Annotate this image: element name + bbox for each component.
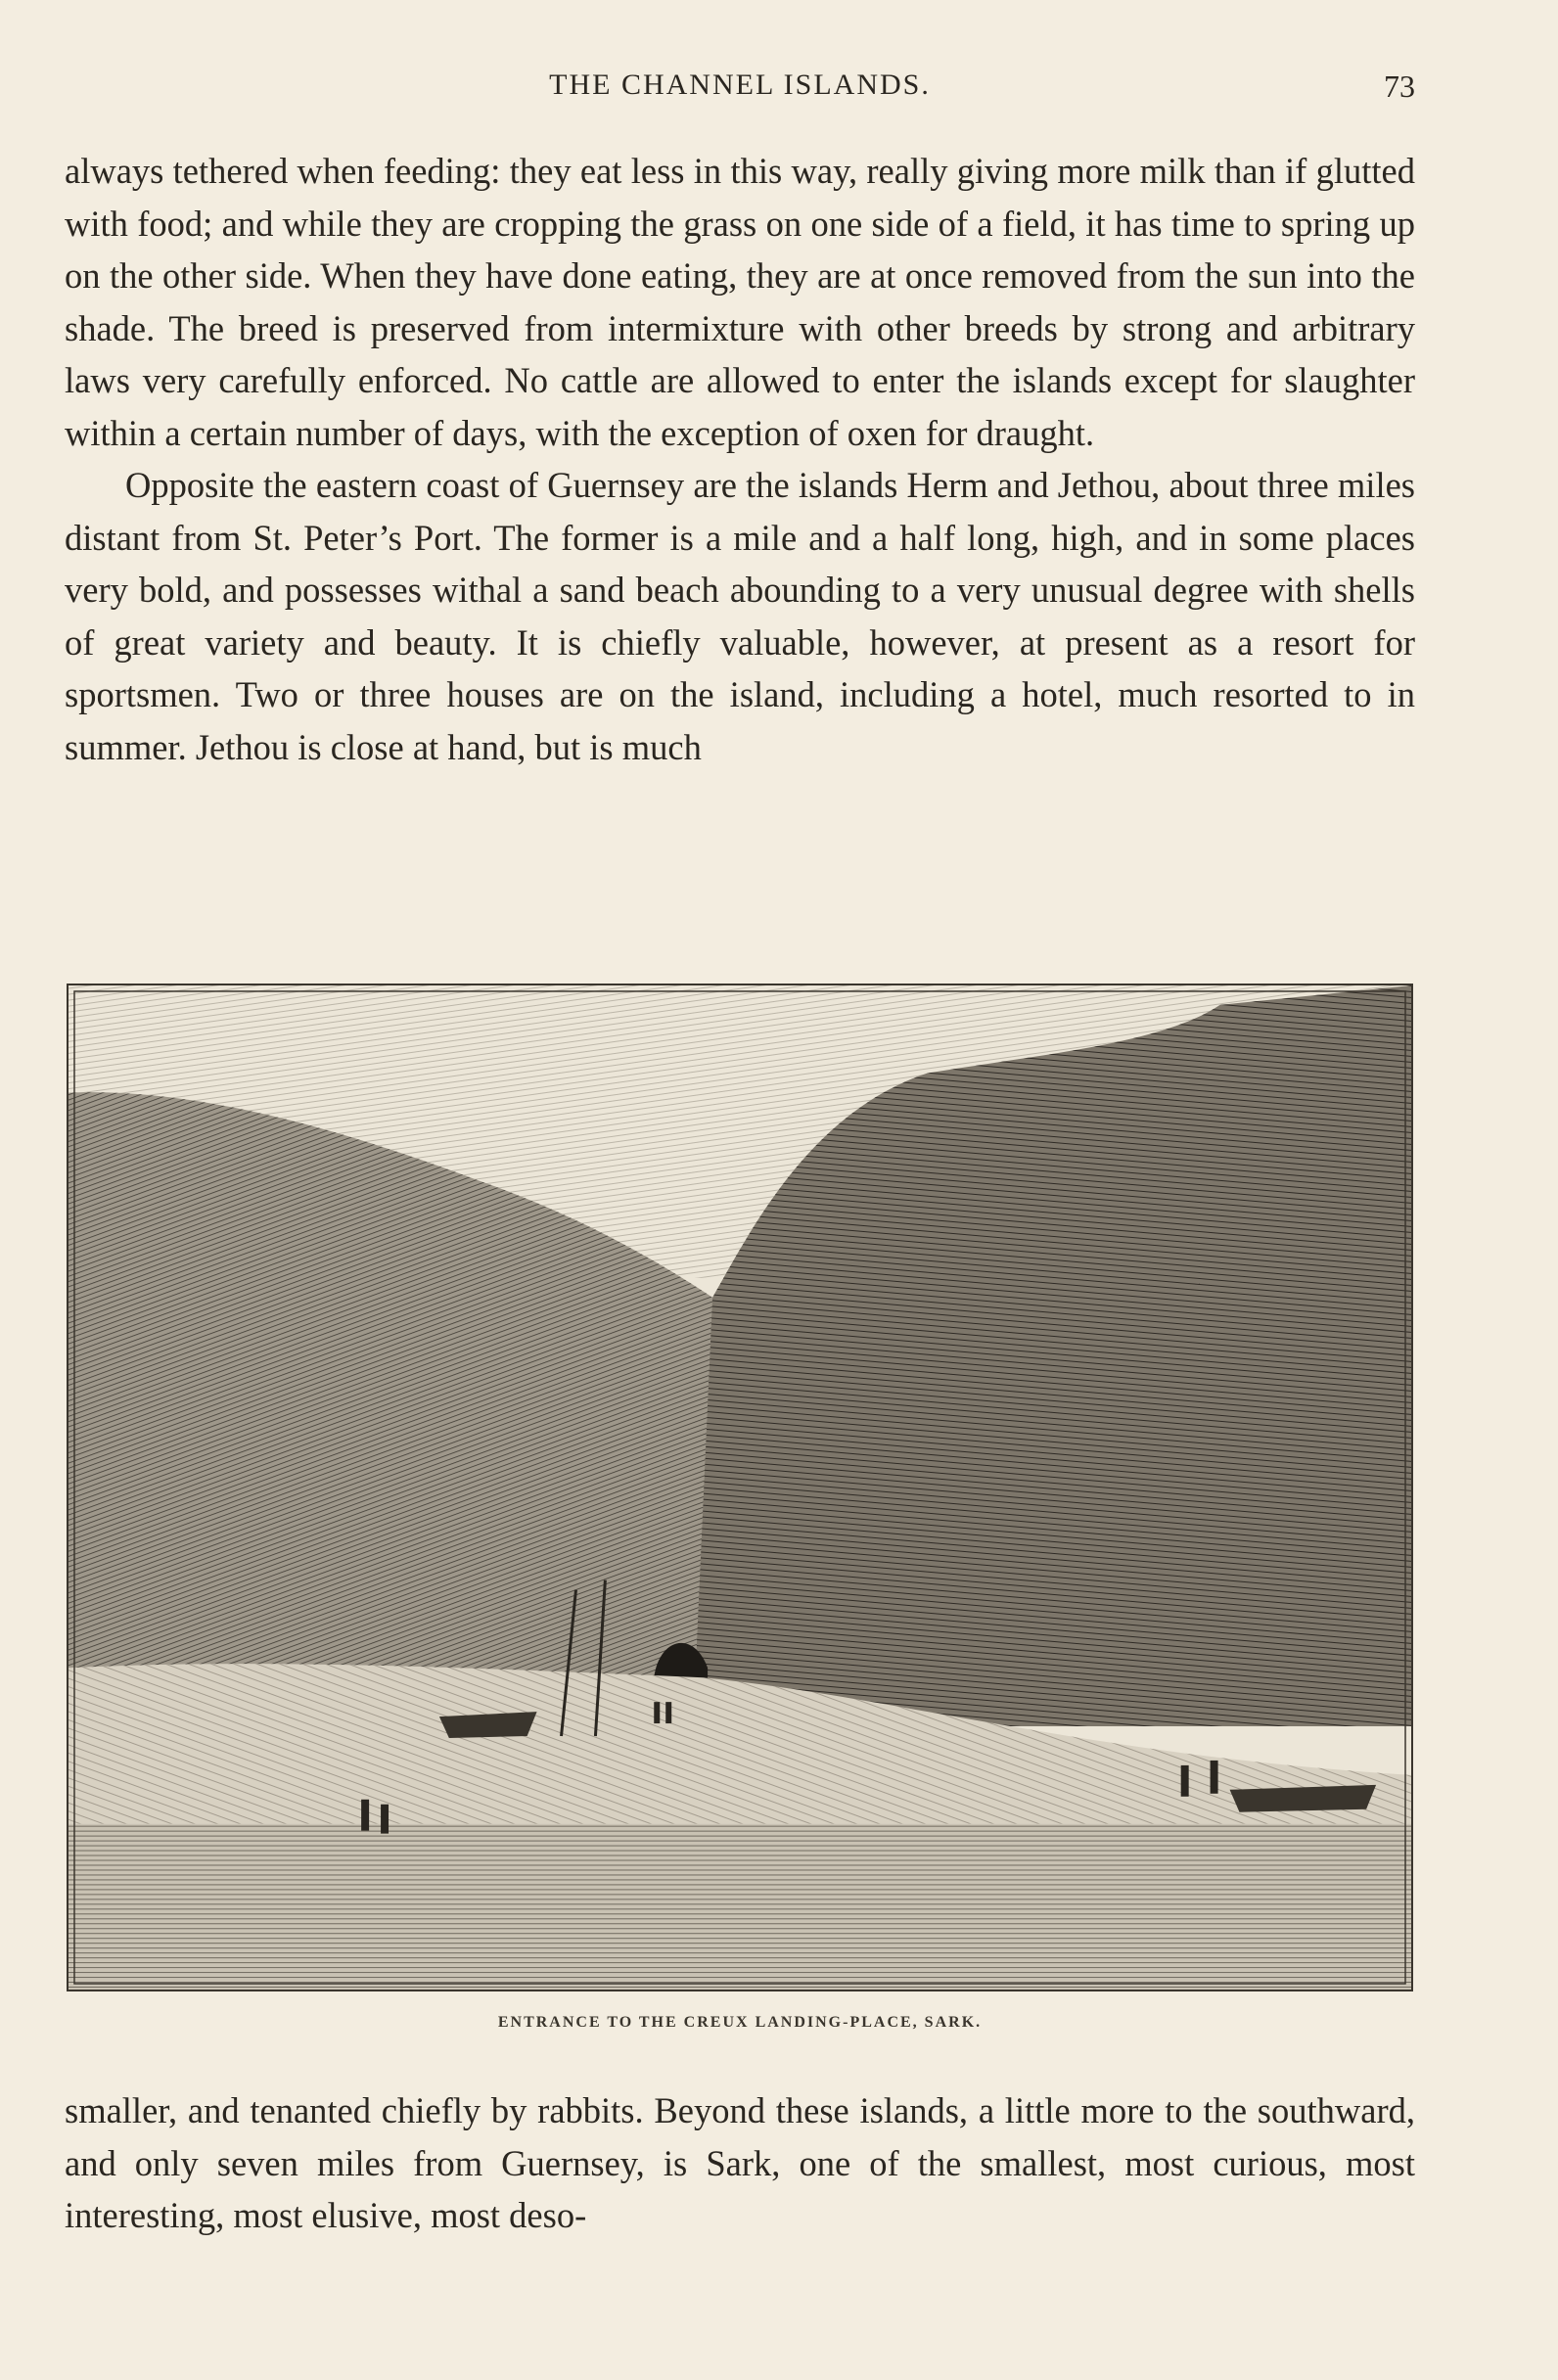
- running-title: THE CHANNEL ISLANDS.: [549, 69, 931, 101]
- body-text-bottom: [65, 2084, 1415, 2242]
- page-header: [65, 69, 1415, 117]
- body-text-top: [65, 145, 1415, 773]
- engraving-image: [69, 985, 1411, 1990]
- page-number: 73: [1384, 69, 1415, 104]
- paragraph-sark: smaller, and tenanted chiefly by rabbits. Beyond these islands, a little more to the southward, and only seven miles from Guernsey, is Sark, one of the smallest, most curious, most interesting, most elusive, most deso-: [65, 2090, 1415, 2235]
- engraving-illustration: [67, 984, 1413, 1991]
- figure-caption: ENTRANCE TO THE CREUX LANDING-PLACE, SARK.: [497, 2014, 983, 2031]
- paragraph-continued: always tethered when feeding: they eat less in this way, really giving more milk than if glutted with food; and while they are cropping the grass on one side of a field, it has time to spring up on the other side. When they have done eating, they are at once removed from the sun into the shade. The breed is preserved from intermixture with other breeds by strong and arbitrary laws very carefully enforced. No cattle are allowed to enter the islands except for slaughter within a certain number of days, with the exception of oxen for draught.: [65, 151, 1415, 453]
- paragraph-herm-jethou: Opposite the eastern coast of Guernsey are the islands Herm and Jethou, about three miles distant from St. Peter’s Port. The former is a mile and a half long, high, and in some places very bold, and possesses withal a sand beach abounding to a very unusual degree with shells of great variety and beauty. It is chiefly valuable, however, at present as a resort for sportsmen. Two or three houses are on the island, including a hotel, much resorted to in summer. Jethou is close at hand, but is much: [65, 465, 1415, 767]
